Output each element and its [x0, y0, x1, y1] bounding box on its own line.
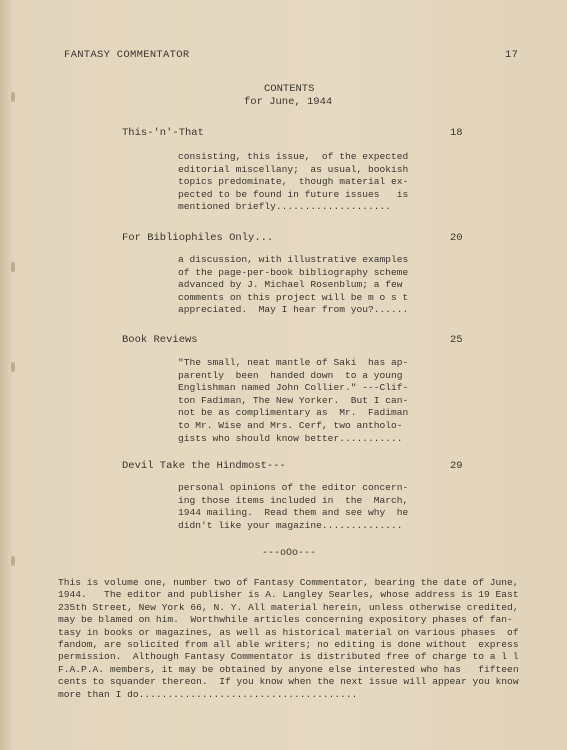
toc-entry-title: For Bibliophiles Only... — [122, 232, 274, 244]
description-line: not be as complimentary as Mr. Fadiman — [178, 407, 409, 419]
description-line: topics predominate, though material ex- — [178, 176, 409, 188]
contents-title: CONTENTS — [264, 83, 315, 95]
toc-entry-title: Devil Take the Hindmost--- — [122, 460, 286, 472]
description-line: Englishman named John Collier." ---Clif- — [178, 382, 409, 394]
description-line: editorial miscellany; as usual, bookish — [178, 163, 409, 175]
colophon-line: 235th Street, New York 66, N. Y. All material herein, unless otherwise credited, — [58, 601, 519, 613]
toc-entry-title: Book Reviews — [122, 334, 198, 346]
description-line: pected to be found in future issues is — [178, 188, 409, 200]
description-line: consisting, this issue, of the expected — [178, 151, 409, 162]
colophon-line: more than I do...................................... — [58, 688, 358, 700]
description-line: "The small, neat mantle of Saki has ap- — [178, 357, 409, 368]
toc-entry-page: 20 — [450, 232, 463, 244]
edge-blemish — [11, 556, 15, 566]
section-separator: ---oOo--- — [262, 548, 317, 559]
colophon-line: This is volume one, number two of Fantasy Commentator, bearing the date of June, — [58, 577, 519, 588]
description-line: to Mr. Wise and Mrs. Cerf, two antholo- — [178, 419, 403, 431]
toc-entry-description — [178, 254, 460, 317]
description-line: parently been handed down to a young — [178, 369, 403, 381]
description-line: gists who should know better........... — [178, 432, 403, 444]
description-line: ing those items included in the March, — [178, 494, 409, 506]
colophon-paragraph — [58, 577, 528, 701]
colophon-line: permission. Although Fantasy Commentator is distributed free of charge to a l l — [58, 651, 519, 663]
colophon-line: F.A.P.A. members, it may be obtained by anyone else interested who has fifteen — [58, 663, 519, 675]
description-line: of the page-per-book bibliography scheme — [178, 266, 409, 278]
running-header-title: FANTASY COMMENTATOR — [64, 49, 190, 61]
contents-subtitle: for June, 1944 — [244, 96, 333, 108]
description-line: advanced by J. Michael Rosenblum; a few — [178, 279, 403, 291]
edge-blemish — [11, 362, 15, 372]
colophon-line: 1944. The editor and publisher is A. Langley Searles, whose address is 19 East — [58, 589, 519, 601]
toc-entry-page: 25 — [450, 334, 463, 346]
description-line: ton Fadiman, The New Yorker. But I can- — [178, 394, 409, 406]
toc-entry-title: This-'n'-That — [122, 127, 204, 139]
description-line: comments on this project will be m o s t — [178, 291, 409, 303]
colophon-line: fandom, are solicited from all able writers; no editing is done without express — [58, 639, 519, 651]
colophon-line: tasy in books or magazines, as well as historical material on various phases of — [58, 626, 519, 638]
description-line: 1944 mailing. Read them and see why he — [178, 507, 409, 519]
toc-entry-description — [178, 357, 460, 445]
description-line: appreciated. May I hear from you?...... — [178, 304, 409, 316]
toc-entry-page: 29 — [450, 460, 463, 472]
toc-entry-description — [178, 151, 460, 214]
toc-entry-page: 18 — [450, 127, 463, 139]
edge-blemish — [11, 262, 15, 272]
description-line: didn't like your magazine.............. — [178, 519, 403, 531]
description-line: mentioned briefly.................... — [178, 201, 392, 213]
colophon-line: may be blamed on him. Worthwhile articles concerning expository phases of fan- — [58, 614, 513, 626]
colophon-line: cents to squander thereon. If you know when the next issue will appear you know — [58, 676, 519, 688]
edge-blemish — [11, 92, 15, 102]
description-line: personal opinions of the editor concern- — [178, 482, 409, 493]
page-number: 17 — [505, 49, 519, 61]
description-line: a discussion, with illustrative examples — [178, 254, 409, 265]
toc-entry-description — [178, 482, 460, 532]
